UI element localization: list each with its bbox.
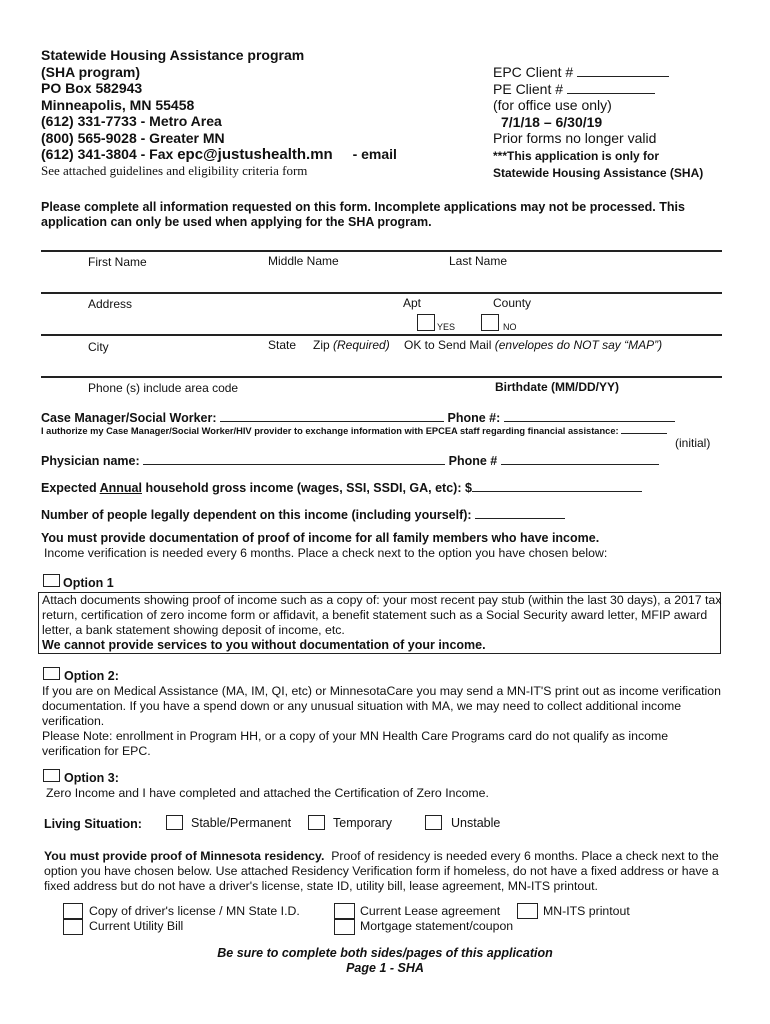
residency-mnits-checkbox[interactable] — [517, 903, 538, 919]
first-name-label: First Name — [88, 255, 147, 269]
case-manager-label: Case Manager/Social Worker: — [41, 411, 217, 425]
birthdate-label: Birthdate (MM/DD/YY) — [495, 380, 619, 394]
option1-bold: We cannot provide services to you without documentation of your income. — [42, 638, 486, 652]
living-temporary-checkbox[interactable] — [308, 815, 325, 830]
authorize-text: I authorize my Case Manager/Social Worker/HIV provider to exchange information with EPCEA staff regarding financial assistance: — [41, 426, 619, 436]
program-name: Statewide Housing Assistance (SHA) — [493, 165, 704, 180]
org-phone-metro: (612) 331-7733 - Metro Area — [41, 113, 222, 129]
dependents-row — [41, 506, 565, 522]
divider — [41, 250, 722, 252]
pe-client-input[interactable] — [567, 81, 655, 94]
living-temporary-label: Temporary — [333, 816, 393, 830]
org-fax-line — [41, 146, 397, 164]
phone-label: Phone (s) include area code — [88, 381, 239, 395]
physician-phone-label: Phone # — [448, 454, 498, 468]
residency-lease-checkbox[interactable] — [334, 903, 355, 919]
org-program: (SHA program) — [41, 63, 141, 80]
cm-phone-input[interactable] — [504, 409, 675, 422]
last-name-label: Last Name — [449, 254, 508, 268]
residency-text: Proof of residency is needed every 6 months. Place a check next to the option you have chosen below. Use attached Residency Verification form if homeless, do not have a fixed address or have a fixed address but do not have a driver's license, state ID, utility bill, lease agreement, MN-ITS printout. — [44, 849, 719, 893]
org-city: Minneapolis, MN 55458 — [41, 96, 195, 113]
option2-label: Option 2: — [64, 669, 119, 683]
income-proof-sub: Income verification is needed every 6 months. Place a check next to the option you have chosen below: — [44, 546, 608, 560]
option3-label: Option 3: — [64, 771, 119, 785]
guidelines-note: See attached guidelines and eligibility criteria form — [41, 163, 308, 178]
org-name: Statewide Housing Assistance program — [41, 47, 305, 63]
intro-text: Please complete all information requested on this form. Incomplete applications may not be processed. This application can only be used when applying for the SHA program. — [41, 200, 685, 229]
office-use-label: (for office use only) — [493, 97, 612, 113]
page-number: Page 1 - SHA — [346, 961, 424, 975]
living-unstable-label: Unstable — [451, 816, 501, 830]
living-stable-label: Stable/Permanent — [191, 816, 292, 830]
option3-checkbox[interactable] — [43, 769, 60, 782]
org-header — [41, 47, 397, 164]
org-phone-greater: (800) 565-9028 - Greater MN — [41, 129, 225, 146]
mail-yes-checkbox[interactable] — [417, 314, 435, 331]
mail-no-checkbox[interactable] — [481, 314, 499, 331]
prior-forms-note: Prior forms no longer valid — [493, 130, 657, 146]
county-label: County — [493, 296, 532, 310]
divider — [41, 376, 722, 378]
residency-block — [44, 849, 724, 894]
physician-row — [41, 452, 659, 468]
option2-text: If you are on Medical Assistance (MA, IM, QI, etc) or MinnesotaCare you may send a MN-IT'S print out as income verification documentation. If you have a spend down or any unusual situation with MA, we may need to collect additional income verification. — [42, 684, 721, 728]
income-proof-heading: You must provide documentation of proof of income for all family members who have income. — [41, 531, 600, 545]
option1-text: Attach documents showing proof of income such as a copy of: your most recent pay stub (within the last 30 days), a 2017 tax return, certification of zero income form or affidavit, a benefit statement such as a Social Security award letter, MFIP award letter, a bank statement showing deposit of income, etc. — [42, 593, 722, 637]
mail-no-label: NO — [503, 322, 517, 332]
residency-license-checkbox[interactable] — [63, 903, 83, 919]
physician-input[interactable] — [143, 452, 445, 465]
income-row: Expected Annual household gross income (wages, SSI, SSDI, GA, etc): $ — [41, 479, 642, 495]
residency-utility-label: Current Utility Bill — [89, 919, 184, 933]
program-note — [493, 148, 703, 181]
residency-heading: You must provide proof of Minnesota residency. — [44, 849, 325, 863]
divider — [41, 292, 722, 294]
option1-checkbox[interactable] — [43, 574, 60, 587]
case-manager-row — [41, 409, 675, 425]
divider — [41, 334, 722, 336]
option2-checkbox[interactable] — [43, 667, 60, 680]
residency-mnits-label: MN-ITS printout — [543, 904, 630, 918]
org-po-box: PO Box 582943 — [41, 80, 143, 96]
pe-client-row: PE Client # — [493, 81, 669, 98]
living-label: Living Situation: — [44, 817, 142, 831]
dependents-input[interactable] — [475, 506, 565, 519]
zip-label: Zip (Required) — [313, 338, 390, 352]
only-for-note: ***This application is only for — [493, 149, 660, 163]
address-label: Address — [88, 297, 133, 311]
email-address[interactable]: epc@justushealth.mn — [177, 146, 333, 163]
state-label: State — [268, 338, 297, 352]
apt-label: Apt — [403, 296, 422, 310]
residency-lease-label: Current Lease agreement — [360, 904, 501, 918]
epc-client-row: EPC Client # — [493, 64, 669, 81]
option1-label: Option 1 — [63, 576, 114, 590]
option3-text: Zero Income and I have completed and attached the Certification of Zero Income. — [46, 786, 489, 800]
mail-yes-label: YES — [437, 322, 456, 332]
ok-mail-label: OK to Send Mail (envelopes do NOT say “MAP”) — [404, 338, 663, 352]
dependents-label: Number of people legally dependent on this income (including yourself): — [41, 508, 472, 522]
living-unstable-checkbox[interactable] — [425, 815, 442, 830]
email-label: - email — [352, 146, 397, 162]
valid-dates: 7/1/18 – 6/30/19 — [501, 113, 603, 130]
initial-label: (initial) — [675, 436, 711, 450]
physician-label: Physician name: — [41, 454, 140, 468]
residency-utility-checkbox[interactable] — [63, 919, 83, 935]
epc-client-input[interactable] — [577, 64, 669, 77]
middle-name-label: Middle Name — [268, 254, 339, 268]
option2-note: Please Note: enrollment in Program HH, or a copy of your MN Health Care Programs card do not qualify as income verification for EPC. — [42, 729, 669, 758]
fax-label: (612) 341-3804 - Fax — [41, 146, 174, 162]
living-stable-checkbox[interactable] — [166, 815, 183, 830]
case-manager-input[interactable] — [220, 409, 444, 422]
residency-mortgage-label: Mortgage statement/coupon — [360, 919, 514, 933]
residency-license-label: Copy of driver's license / MN State I.D. — [89, 904, 300, 918]
residency-mortgage-checkbox[interactable] — [334, 919, 355, 935]
city-label: City — [88, 340, 109, 354]
physician-phone-input[interactable] — [501, 452, 659, 465]
office-use-block — [493, 64, 669, 147]
cm-phone-label: Phone #: — [447, 411, 501, 425]
authorize-row — [41, 424, 667, 436]
footer-note: Be sure to complete both sides/pages of this application — [217, 946, 553, 960]
authorize-initial-input[interactable] — [621, 424, 667, 434]
income-input[interactable] — [472, 479, 642, 492]
